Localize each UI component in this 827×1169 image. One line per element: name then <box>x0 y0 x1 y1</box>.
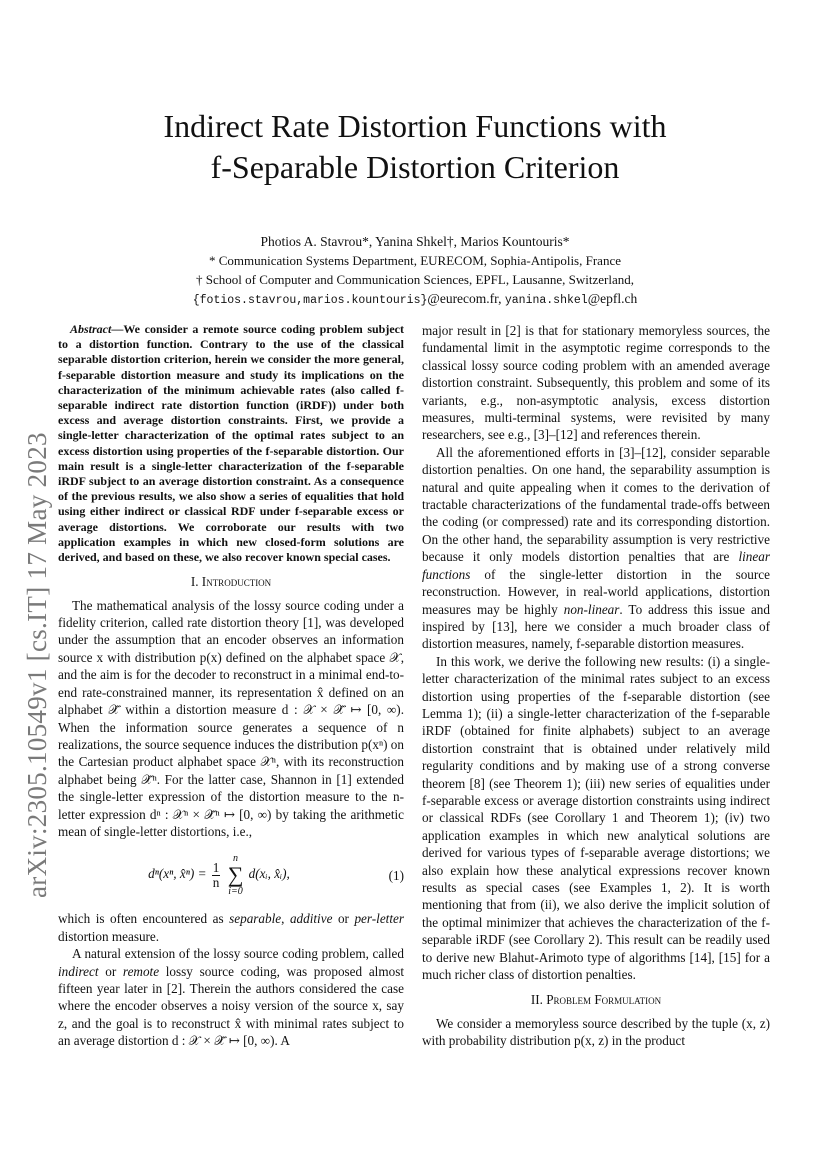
emph-non-linear: non-linear <box>563 601 620 617</box>
title-line-1: Indirect Rate Distortion Functions with <box>163 108 667 144</box>
intro-paragraph-6: In this work, we derive the following new results: (i) a single-letter characterization of the minimal rates subject to an excess distortion using properties of the f-separable distortion (see Lemma 1); (ii) a single-letter characterization of the f-separable iRDF (obtained for finite alphabets) subject to an average distortion constraint that is obtained under relatively mild regularity conditions and by making use of a strong converse theorem [8] (see Theorem 1); (iii) new series of equalities under f-separable excess or average distortion constraints using indirect or classical RDFs (see Corollary 1 and Theorem 1); (iv) two application examples in which new analytical solutions are derived for various types of f-separable average distortions; we also explain how these analytical expressions recover known results as special cases (see Examples 1, 2). It is worth mentioning that from (ii), we also derive the implicit solution of the optimal minimizer that achieves the characterization of the f-separable iRDF (see Corollary 2). This result can be readily used to derive new Blahut-Arimoto type of algorithms [14], [15] for a much richer class of distortion penalties. <box>422 653 770 983</box>
text-run: lossy source coding, was proposed almost fifteen year later in [2]. Therein the authors considered the case where the encoder observes a noisy version of the source x, say z, and the goal is to reconstruct x̂ with minimal rates subject to an average distortion d : 𝒳 × 𝒳̂ ↦ [0, ∞). A <box>58 963 404 1049</box>
text-run: or <box>332 911 355 927</box>
sum-sigma-icon: ∑ <box>227 862 244 888</box>
right-column <box>422 322 770 1050</box>
author-block <box>80 232 750 310</box>
arxiv-stamp: arXiv:2305.10549v1 [cs.IT] 17 May 2023 <box>22 432 52 898</box>
author-emails <box>80 289 750 310</box>
equation-1 <box>58 848 404 902</box>
emph-indirect: indirect <box>58 963 99 979</box>
text-run: or <box>98 963 123 979</box>
intro-paragraph-2 <box>58 910 404 945</box>
intro-paragraph-4: major result in [2] is that for stationary memoryless sources, the fundamental limit in the asymptotic regime corresponds to the classical lossy source coding problem with an amended average distortion constraint. Subsequently, this problem and some of its variants, e.g., non-asymptotic analysis, excess distortion measures, multi-terminal systems, were revisited by many researchers, see e.g., [3]–[12] and references therein. <box>422 323 770 443</box>
equation-lhs: dⁿ(xⁿ, x̂ⁿ) = <box>148 866 207 882</box>
text-run: of the single-letter distortion in the source reconstruction. However, in real-world applications, distortion measures may be highly <box>422 566 770 617</box>
summation <box>228 853 244 897</box>
emph-additive: additive <box>289 911 333 927</box>
abstract-label: Abstract <box>70 322 112 336</box>
text-run: A natural extension of the lossy source coding problem, called <box>72 946 404 962</box>
sum-lower-limit: i=0 <box>228 886 243 898</box>
problem-paragraph-1: We consider a memoryless source described by the tuple (x, z) with probability distribution p(x, z) in the product <box>422 1015 770 1049</box>
intro-paragraph-3 <box>58 945 404 1049</box>
equation-number: (1) <box>388 867 404 883</box>
emph-remote: remote <box>122 963 160 979</box>
text-run: All the aforementioned efforts in [3]–[12], consider separable distortion penalties. On one hand, the separability assumption is natural and quite appealing when it comes to the derivation of tractable characterizations of the fundamental trade-offs between the coding (or compressed) rate and its corresponding distortion. On the other hand, the separability assumption is very restrictive because it only models distortion penalties that are <box>422 444 770 565</box>
paper-title <box>80 106 750 188</box>
sum-upper-limit: n <box>233 853 239 865</box>
author-names: Photios A. Stavrou*, Yanina Shkel†, Marios Kountouris* <box>260 234 570 249</box>
email-domain-1: @eurecom.fr, <box>427 291 505 306</box>
abstract-text: —We consider a remote source coding problem subject to a distortion function. Contrary to the use of the classical separable distortion criterion, herein we consider the more general, f-separable distortion measure and study its implications on the characterization of the minimum achievable rates (also called f-separable indirect rate distortion function (iRDF)) under both excess and average distortion constraints. First, we provide a single-letter characterization of the optimal rates subject to an excess distortion using properties of the f-separable distortion. Our main result is a single-letter characterization of the f-separable iRDF subject to an average distortion constraint. As a consequence of the previous results, we also show a series of equalities that hold using either indirect or classical RDF under f-separable excess or average distortions. We corroborate our results with two application examples in which new closed-form solutions are derived, and based on these, we also recover known special cases. <box>58 322 404 565</box>
emph-separable: separable <box>229 911 282 927</box>
affiliation-epfl: † School of Computer and Communication Sciences, EPFL, Lausanne, Switzerland, <box>196 272 634 287</box>
text-run: . To address this issue and inspired by [13], here we consider a much broader class of distortion measures, namely, f-separable distortion measures. <box>422 601 770 652</box>
emph-linear-functions: linear functions <box>422 549 770 582</box>
section-heading-problem-formulation: II. Problem Formulation <box>530 992 662 1008</box>
equation-rhs: d(xᵢ, x̂ᵢ), <box>248 866 290 882</box>
equation-expression <box>58 853 380 897</box>
intro-paragraph-1: The mathematical analysis of the lossy source coding under a fidelity criterion, called rate distortion theory [1], was developed under the assumption that an encoder observes an information source x with distribution p(x) defined on the alphabet space 𝒳, and the aim is for the decoder to reconstruct in a minimal end-to-end rate-constrained manner, its representation x̂ defined on an alphabet 𝒳̂ within a distortion measure d : 𝒳 × 𝒳̂ ↦ [0, ∞). When the information source generates a sequence of n realizations, the source sequence induces the distribution p(xⁿ) on the Cartesian product alphabet space 𝒳ⁿ, with its reconstruction alphabet being 𝒳̂ⁿ. For the latter case, Shannon in [1] extended the single-letter expression of the distortion measure to the n-letter expression dⁿ : 𝒳ⁿ × 𝒳̂ⁿ ↦ [0, ∞) by taking the arithmetic mean of single-letter distortions, i.e., <box>58 597 404 839</box>
email-user-1: {fotios.stavrou,marios.kountouris} <box>192 294 428 307</box>
emph-per-letter: per-letter <box>354 911 404 927</box>
email-user-2: yanina.shkel <box>504 294 588 307</box>
abstract <box>58 322 404 565</box>
text-run: which is often encountered as <box>58 911 230 927</box>
fraction-denominator: n <box>212 874 220 890</box>
equation-fraction <box>212 861 221 890</box>
text-run: distortion measure. <box>58 928 160 944</box>
email-domain-2: @epfl.ch <box>587 291 638 306</box>
text-run: , <box>281 911 290 927</box>
left-column <box>58 322 404 1050</box>
intro-paragraph-5 <box>422 444 770 653</box>
section-heading-introduction: I. Introduction <box>190 574 272 590</box>
fraction-numerator: 1 <box>212 859 220 875</box>
title-line-2: f-Separable Distortion Criterion <box>210 149 620 185</box>
affiliation-eurecom: * Communication Systems Department, EURECOM, Sophia-Antipolis, France <box>209 253 621 268</box>
